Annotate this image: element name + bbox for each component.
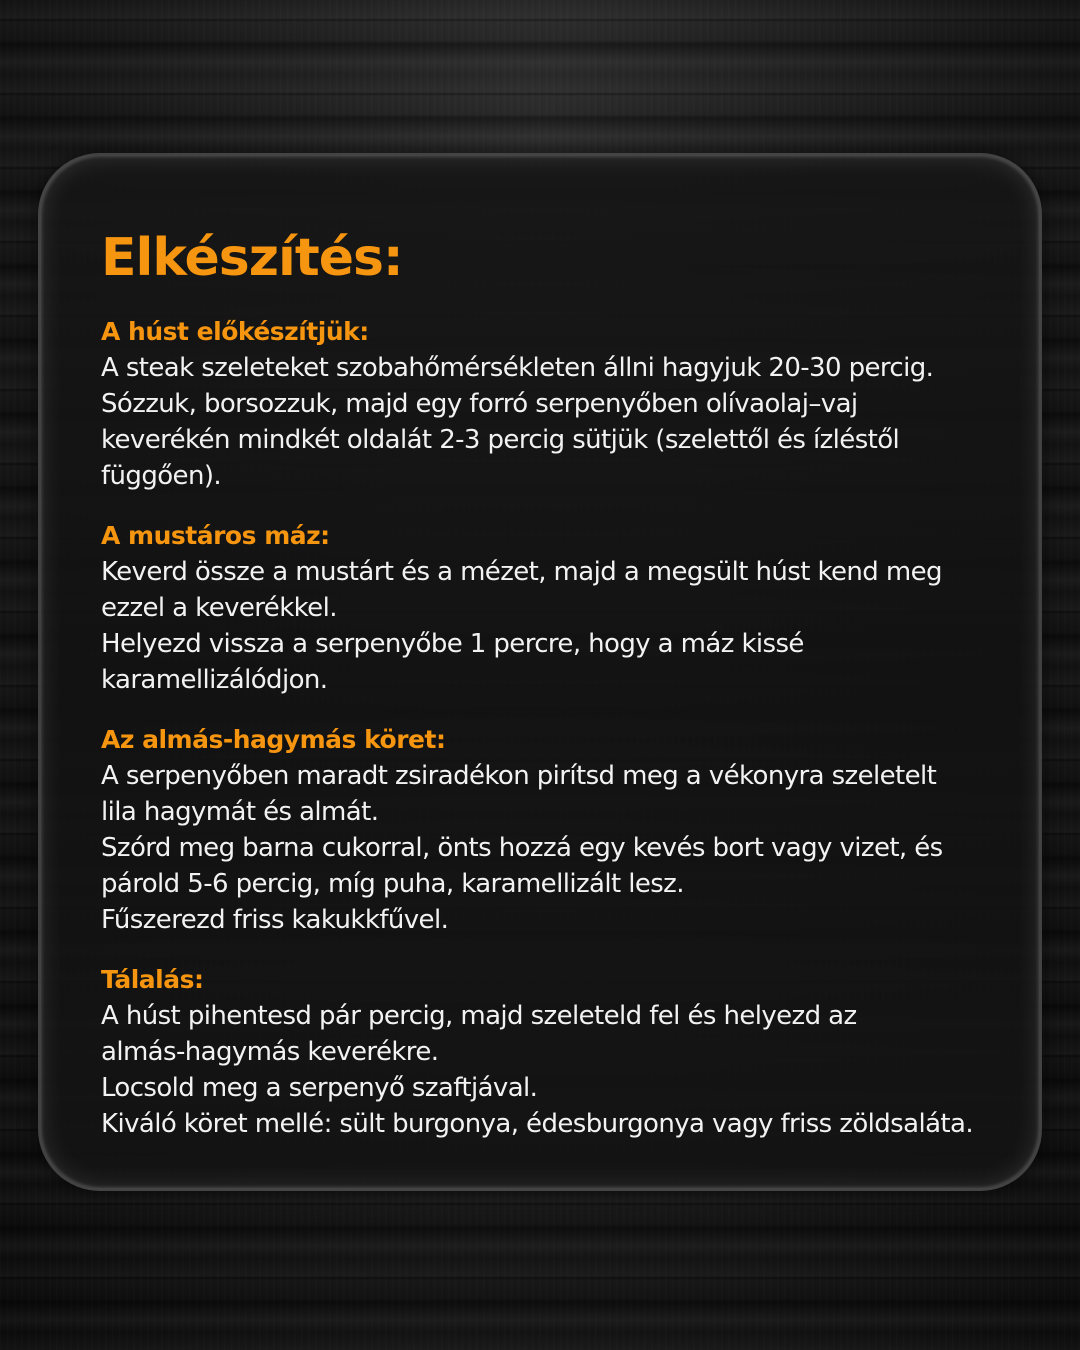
recipe-card [38, 153, 1042, 1191]
section-meat-prep [101, 314, 1001, 494]
instruction-line: Kiváló köret mellé: sült burgonya, édesburgonya vagy friss zöldsaláta. [101, 1109, 973, 1139]
instruction-line: Szórd meg barna cukorral, önts hozzá egy kevés bort vagy vizet, és [101, 833, 943, 863]
recipe-content [101, 226, 1001, 1142]
instruction-line: keverékén mindkét oldalát 2-3 percig sütjük (szelettől és ízléstől [101, 425, 900, 455]
instruction-line: A húst pihentesd pár percig, majd szeleteld fel és helyezd az [101, 1001, 857, 1031]
instruction-line: lila hagymát és almát. [101, 797, 379, 827]
section-mustard-glaze [101, 518, 1001, 698]
instruction-line: párold 5-6 percig, míg puha, karamellizált lesz. [101, 869, 684, 899]
instruction-line: Fűszerezd friss kakukkfűvel. [101, 905, 449, 935]
instruction-line: Helyezd vissza a serpenyőbe 1 percre, hogy a máz kissé [101, 629, 804, 659]
instruction-line: A serpenyőben maradt zsiradékon pirítsd meg a vékonyra szeletelt [101, 761, 937, 791]
section-apple-onion-side [101, 722, 1001, 938]
instruction-line: A steak szeleteket szobahőmérsékleten állni hagyjuk 20-30 percig. [101, 353, 934, 383]
instruction-line: almás-hagymás keverékre. [101, 1037, 439, 1067]
section-heading: Az almás-hagymás köret: [101, 725, 446, 754]
instruction-line: Keverd össze a mustárt és a mézet, majd a megsült húst kend meg [101, 557, 942, 587]
instruction-line: Locsold meg a serpenyő szaftjával. [101, 1073, 538, 1103]
instruction-line: ezzel a keverékkel. [101, 593, 337, 623]
instruction-line: függően). [101, 461, 222, 491]
section-heading: Tálalás: [101, 965, 204, 994]
page-title: Elkészítés: [101, 228, 403, 288]
section-heading: A mustáros máz: [101, 521, 330, 550]
instruction-line: Sózzuk, borsozzuk, majd egy forró serpenyőben olívaolaj–vaj [101, 389, 858, 419]
section-serving [101, 962, 1001, 1142]
section-heading: A húst előkészítjük: [101, 317, 369, 346]
instruction-line: karamellizálódjon. [101, 665, 328, 695]
